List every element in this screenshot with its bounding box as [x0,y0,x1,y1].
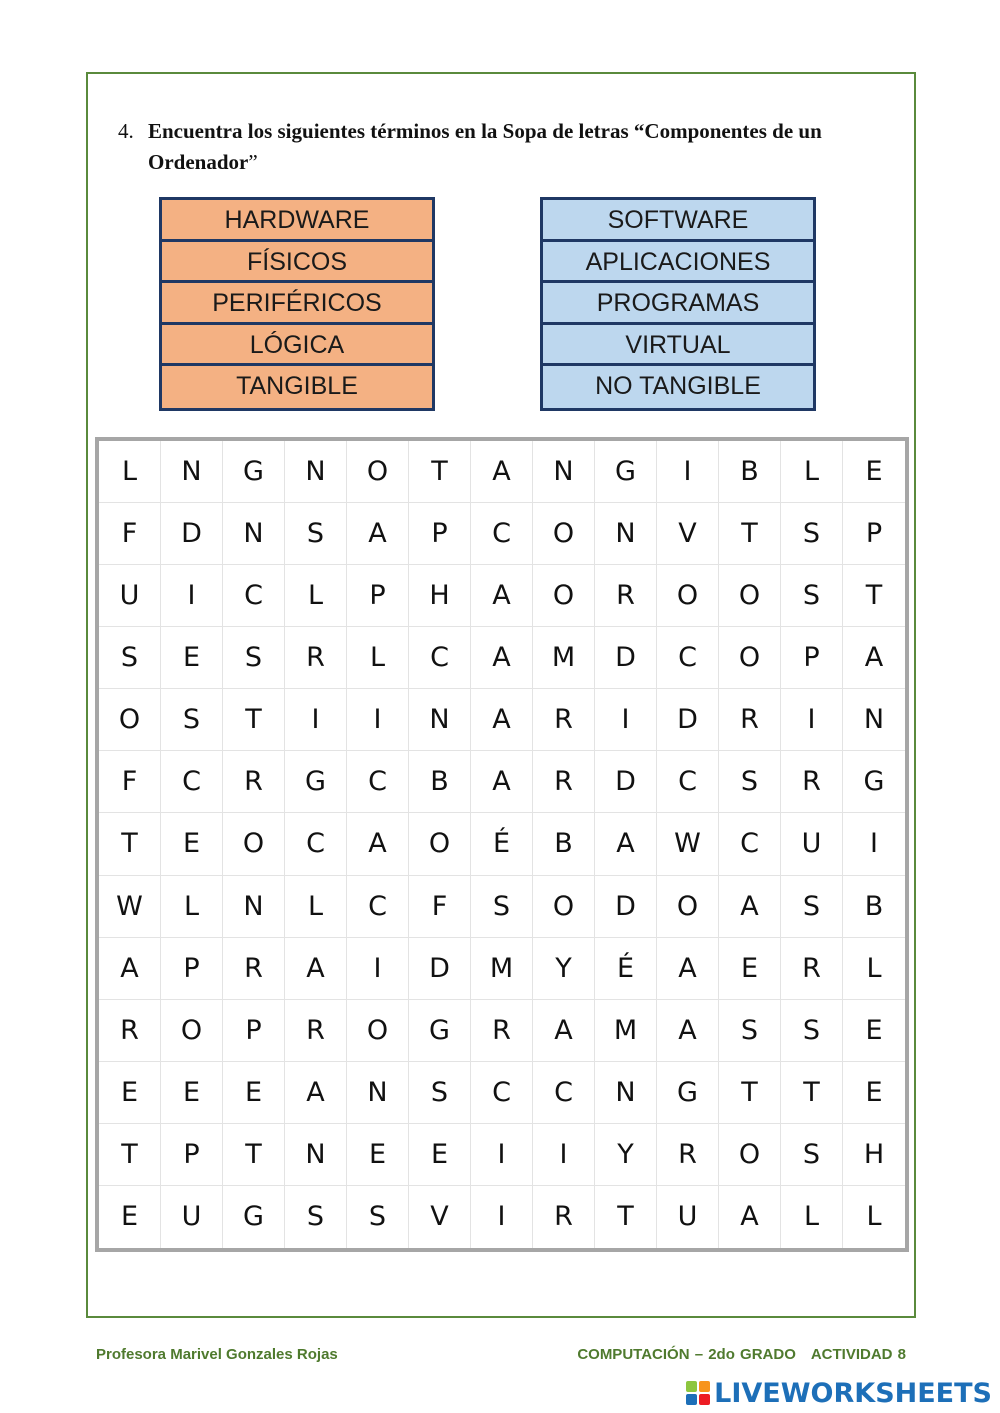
question-text-end: ” [248,150,258,174]
grid-cell[interactable]: S [409,1062,471,1124]
liveworksheets-brand[interactable] [686,1376,992,1410]
grid-cell[interactable]: R [595,565,657,627]
grid-cell[interactable]: L [99,441,161,503]
grid-cell[interactable]: N [533,441,595,503]
grid-cell[interactable]: B [409,751,471,813]
grid-cell[interactable]: U [657,1186,719,1248]
term-hardware: HARDWARE [162,200,432,242]
grid-cell[interactable]: N [285,1124,347,1186]
grid-cell[interactable]: W [99,876,161,938]
grid-cell[interactable]: F [99,503,161,565]
grid-cell[interactable]: A [285,938,347,1000]
grid-cell[interactable]: R [223,938,285,1000]
grid-cell[interactable]: O [409,813,471,875]
grid-cell[interactable]: M [471,938,533,1000]
grid-cell[interactable]: T [719,1062,781,1124]
term-tangible: TANGIBLE [162,366,432,408]
grid-cell[interactable]: H [409,565,471,627]
grid-cell[interactable]: R [533,689,595,751]
grid-cell[interactable]: S [719,751,781,813]
logo-square-4 [699,1394,710,1405]
grid-cell[interactable]: N [595,503,657,565]
grid-cell[interactable]: A [657,938,719,1000]
grid-cell[interactable]: O [719,627,781,689]
grid-cell[interactable]: C [347,751,409,813]
grid-cell[interactable]: I [781,689,843,751]
logo-square-1 [686,1381,697,1392]
grid-cell[interactable]: R [471,1000,533,1062]
grid-cell[interactable]: G [223,441,285,503]
grid-cell[interactable]: S [781,1124,843,1186]
grid-cell[interactable]: P [843,503,905,565]
grid-cell[interactable]: É [595,938,657,1000]
grid-cell[interactable]: R [285,627,347,689]
term-programas: PROGRAMAS [543,283,813,325]
grid-cell[interactable]: G [657,1062,719,1124]
grid-cell[interactable]: C [161,751,223,813]
grid-cell[interactable]: S [161,689,223,751]
grid-cell[interactable]: D [595,751,657,813]
grid-cell[interactable]: I [471,1124,533,1186]
grid-cell[interactable]: E [843,441,905,503]
grid-cell[interactable]: E [347,1124,409,1186]
grid-cell[interactable]: A [471,627,533,689]
grid-cell[interactable]: A [719,1186,781,1248]
grid-cell[interactable]: N [595,1062,657,1124]
grid-cell[interactable]: E [99,1062,161,1124]
term-virtual: VIRTUAL [543,325,813,367]
grid-cell[interactable]: A [843,627,905,689]
grid-cell[interactable]: P [409,503,471,565]
grid-cell[interactable]: E [223,1062,285,1124]
grid-cell[interactable]: L [347,627,409,689]
grid-cell[interactable]: P [161,938,223,1000]
grid-cell[interactable]: T [781,1062,843,1124]
grid-cell[interactable]: T [99,1124,161,1186]
term-perifericos: PERIFÉRICOS [162,283,432,325]
term-fisicos: FÍSICOS [162,242,432,284]
question-text-main: Encuentra los siguientes términos en la Sopa de letras “Componentes de un Ordenador [148,119,822,174]
grid-cell[interactable]: C [471,503,533,565]
grid-cell[interactable]: B [719,441,781,503]
footer-course: COMPUTACIÓN – 2do GRADO ACTIVIDAD 8 [577,1346,906,1363]
grid-cell[interactable]: O [657,565,719,627]
grid-cell[interactable]: I [843,813,905,875]
grid-cell[interactable]: O [533,503,595,565]
grid-cell[interactable]: R [781,938,843,1000]
grid-cell[interactable]: T [719,503,781,565]
grid-cell[interactable]: R [285,1000,347,1062]
grid-cell[interactable]: M [533,627,595,689]
grid-cell[interactable]: L [781,441,843,503]
grid-cell[interactable]: F [409,876,471,938]
grid-cell[interactable]: I [161,565,223,627]
grid-cell[interactable]: C [285,813,347,875]
grid-cell[interactable]: O [719,565,781,627]
grid-cell[interactable]: D [657,689,719,751]
word-search-grid [95,437,909,1252]
grid-cell[interactable]: A [99,938,161,1000]
grid-cell[interactable]: A [657,1000,719,1062]
grid-cell[interactable]: B [843,876,905,938]
grid-cell[interactable]: I [285,689,347,751]
grid-cell[interactable]: S [719,1000,781,1062]
grid-cell[interactable]: L [285,565,347,627]
grid-cell[interactable]: N [223,876,285,938]
grid-cell[interactable]: O [347,1000,409,1062]
grid-cell[interactable]: D [595,876,657,938]
grid-cell[interactable]: A [471,751,533,813]
grid-cell[interactable]: N [347,1062,409,1124]
grid-cell[interactable]: S [781,876,843,938]
grid-cell[interactable]: C [223,565,285,627]
grid-cell[interactable]: S [99,627,161,689]
term-no-tangible: NO TANGIBLE [543,366,813,408]
grid-cell[interactable]: O [99,689,161,751]
grid-cell[interactable]: I [533,1124,595,1186]
grid-cell[interactable]: W [657,813,719,875]
grid-cell[interactable]: G [223,1186,285,1248]
term-software: SOFTWARE [543,200,813,242]
grid-cell[interactable]: N [843,689,905,751]
grid-cell[interactable]: V [409,1186,471,1248]
grid-cell[interactable]: R [223,751,285,813]
grid-cell[interactable]: N [409,689,471,751]
grid-cell[interactable]: L [843,938,905,1000]
grid-cell[interactable]: R [719,689,781,751]
grid-cell[interactable]: R [657,1124,719,1186]
grid-cell[interactable]: T [223,1124,285,1186]
grid-cell[interactable]: S [347,1186,409,1248]
grid-cell[interactable]: S [471,876,533,938]
grid-cell[interactable]: E [161,627,223,689]
grid-cell[interactable]: O [657,876,719,938]
grid-cell[interactable]: U [161,1186,223,1248]
grid-cell[interactable]: U [99,565,161,627]
grid-cell[interactable]: E [843,1000,905,1062]
grid-cell[interactable]: S [285,503,347,565]
grid-cell[interactable]: C [409,627,471,689]
grid-cell[interactable]: S [285,1186,347,1248]
grid-cell[interactable]: C [347,876,409,938]
grid-cell[interactable]: É [471,813,533,875]
grid-cell[interactable]: C [657,627,719,689]
grid-cell[interactable]: C [719,813,781,875]
grid-cell[interactable]: E [409,1124,471,1186]
question [118,116,908,178]
grid-cell[interactable]: P [347,565,409,627]
grid-cell[interactable]: A [471,689,533,751]
grid-cell[interactable]: S [781,565,843,627]
grid-cell[interactable]: L [161,876,223,938]
question-text [148,116,908,178]
logo-square-3 [686,1394,697,1405]
grid-cell[interactable]: G [409,1000,471,1062]
liveworksheets-logo-icon [686,1381,710,1405]
grid-cell[interactable]: N [223,503,285,565]
grid-cell[interactable]: S [781,1000,843,1062]
grid-cell[interactable]: O [533,565,595,627]
software-terms-box [540,197,816,411]
grid-cell[interactable]: L [781,1186,843,1248]
grid-cell[interactable]: G [843,751,905,813]
grid-cell[interactable]: B [533,813,595,875]
grid-cell[interactable]: T [99,813,161,875]
grid-cell[interactable]: T [223,689,285,751]
grid-cell[interactable]: D [161,503,223,565]
grid-cell[interactable]: N [161,441,223,503]
footer-teacher: Profesora Marivel Gonzales Rojas [96,1346,338,1363]
grid-cell[interactable]: N [285,441,347,503]
grid-cell[interactable]: Y [595,1124,657,1186]
grid-cell[interactable]: A [471,441,533,503]
grid-cell[interactable]: P [223,1000,285,1062]
grid-cell[interactable]: I [347,938,409,1000]
grid-cell[interactable]: O [347,441,409,503]
grid-cell[interactable]: T [843,565,905,627]
grid-cell[interactable]: A [595,813,657,875]
grid-cell[interactable]: A [471,565,533,627]
grid-cell[interactable]: E [99,1186,161,1248]
grid-cell[interactable]: E [161,813,223,875]
grid-cell[interactable]: P [781,627,843,689]
brand-text: LIVEWORKSHEETS [714,1377,992,1409]
grid-cell[interactable]: D [409,938,471,1000]
grid-cell[interactable]: O [161,1000,223,1062]
grid-cell[interactable]: I [471,1186,533,1248]
grid-cell[interactable]: G [595,441,657,503]
question-number: 4. [118,119,134,143]
grid-cell[interactable]: D [595,627,657,689]
grid-cell[interactable]: E [843,1062,905,1124]
logo-square-2 [699,1381,710,1392]
grid-cell[interactable]: C [533,1062,595,1124]
grid-cell[interactable]: A [719,876,781,938]
grid-cell[interactable]: S [223,627,285,689]
grid-cell[interactable]: I [595,689,657,751]
grid-cell[interactable]: O [223,813,285,875]
grid-cell[interactable]: A [347,813,409,875]
grid-cell[interactable]: R [781,751,843,813]
term-logica: LÓGICA [162,325,432,367]
grid-cell[interactable]: A [347,503,409,565]
grid-cell[interactable]: Y [533,938,595,1000]
grid-cell[interactable]: G [285,751,347,813]
term-aplicaciones: APLICACIONES [543,242,813,284]
hardware-terms-box [159,197,435,411]
grid-cell[interactable]: T [595,1186,657,1248]
grid-cell[interactable]: S [781,503,843,565]
grid-cell[interactable]: A [285,1062,347,1124]
grid-cell[interactable]: R [533,1186,595,1248]
grid-cell[interactable]: R [99,1000,161,1062]
grid-cell[interactable]: E [161,1062,223,1124]
grid-cell[interactable]: M [595,1000,657,1062]
grid-cell[interactable]: E [719,938,781,1000]
grid-cell[interactable]: I [347,689,409,751]
grid-cell[interactable]: C [471,1062,533,1124]
grid-cell[interactable]: R [533,751,595,813]
grid-cell[interactable]: O [719,1124,781,1186]
grid-cell[interactable]: P [161,1124,223,1186]
grid-cell[interactable]: A [533,1000,595,1062]
grid-cell[interactable]: O [533,876,595,938]
grid-cell[interactable]: T [409,441,471,503]
grid-cell[interactable]: U [781,813,843,875]
grid-cell[interactable]: L [285,876,347,938]
grid-cell[interactable]: C [657,751,719,813]
grid-cell[interactable]: H [843,1124,905,1186]
grid-cell[interactable]: I [657,441,719,503]
grid-cell[interactable]: V [657,503,719,565]
grid-cell[interactable]: F [99,751,161,813]
grid-cell[interactable]: L [866,1201,882,1233]
